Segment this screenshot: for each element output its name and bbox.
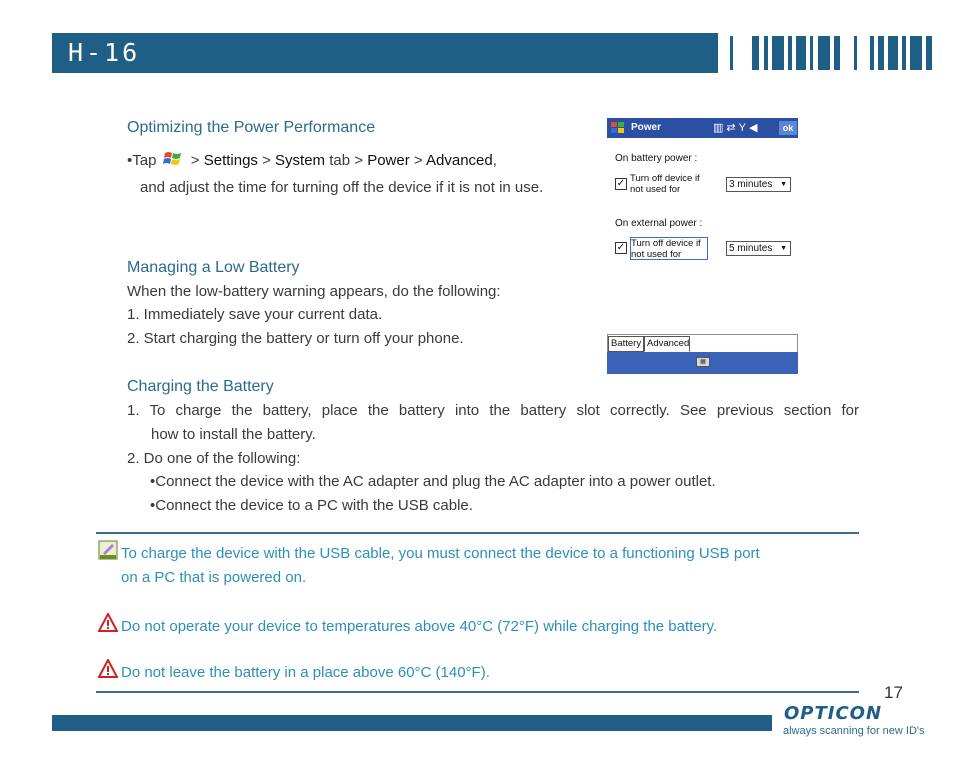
- model-title: H-16: [68, 38, 141, 67]
- header-bar: [52, 33, 718, 73]
- path-separator: >: [354, 152, 364, 169]
- path-power: Power: [367, 152, 410, 169]
- external-checkbox-label: [630, 237, 708, 260]
- charging-bullet2: •Connect the device to a PC with the USB cable.: [150, 497, 473, 514]
- section-heading-power-performance: Optimizing the Power Performance: [127, 119, 376, 136]
- battery-icon: ▥: [713, 122, 727, 134]
- status-icons: [713, 120, 760, 136]
- tap-prefix: •Tap: [127, 152, 157, 169]
- keyboard-icon[interactable]: ▦: [696, 357, 710, 367]
- battery-power-label: On battery power :: [615, 153, 698, 164]
- charging-step1-line1: 1. To charge the battery, place the battery into the battery slot correctly. See previous section for: [127, 402, 859, 419]
- warning-icon: [98, 659, 118, 679]
- power-instruction-line2: and adjust the time for turning off the device if it is not in use.: [140, 179, 544, 196]
- note-top-rule: [96, 532, 859, 534]
- warning-temperature-charging: Do not operate your device to temperatures above 40°C (72°F) while charging the battery.: [121, 618, 718, 635]
- battery-timeout-value: 3 minutes: [729, 179, 773, 190]
- tab-advanced[interactable]: Advanced: [644, 336, 690, 352]
- path-advanced: Advanced: [426, 152, 493, 169]
- path-settings: Settings: [203, 152, 258, 169]
- chevron-down-icon: ▼: [780, 245, 787, 252]
- charging-step2: 2. Do one of the following:: [127, 450, 301, 467]
- usb-note-line1: To charge the device with the USB cable, you must connect the device to a functioning USB port: [121, 545, 760, 562]
- tap-instruction: [127, 150, 497, 171]
- chevron-down-icon: ▼: [780, 181, 787, 188]
- windows-start-icon: [163, 150, 183, 168]
- battery-checkbox[interactable]: ✓: [616, 178, 626, 189]
- low-battery-step2: 2. Start charging the battery or turn off your phone.: [127, 330, 464, 347]
- battery-checkbox-label: [630, 173, 708, 196]
- speaker-icon: ◀: [748, 122, 761, 134]
- path-tab-word: tab: [329, 152, 351, 169]
- section-heading-low-battery: Managing a Low Battery: [127, 259, 300, 276]
- brand-logo: OPTICON: [784, 703, 883, 724]
- path-separator: >: [413, 152, 423, 169]
- footer-bar: [52, 715, 772, 731]
- charging-step1-line2: how to install the battery.: [151, 426, 316, 443]
- external-power-label: On external power :: [615, 218, 703, 229]
- path-separator: >: [190, 152, 200, 169]
- external-timeout-value: 5 minutes: [729, 243, 773, 254]
- external-check-line2: not used for: [631, 249, 682, 260]
- note-icon: [98, 540, 118, 560]
- external-check-line1: Turn off device if: [631, 238, 701, 249]
- low-battery-step1: 1. Immediately save your current data.: [127, 306, 383, 323]
- page-number: 17: [884, 683, 903, 702]
- note-bottom-rule: [96, 691, 859, 693]
- path-comma: ,: [492, 152, 497, 169]
- barcode-logo: [730, 36, 932, 70]
- power-screen-title: Power: [631, 122, 662, 133]
- external-checkbox[interactable]: ✓: [616, 242, 626, 253]
- windows-start-icon: [610, 120, 626, 136]
- warning-battery-storage: Do not leave the battery in a place above 60°C (140°F).: [121, 664, 490, 681]
- battery-check-line2: not used for: [630, 184, 681, 195]
- path-separator: >: [262, 152, 271, 169]
- ok-button[interactable]: ok: [779, 121, 797, 135]
- charging-bullet1: •Connect the device with the AC adapter and plug the AC adapter into a power outlet.: [150, 473, 716, 490]
- low-battery-intro: When the low-battery warning appears, do the following:: [127, 283, 501, 300]
- external-timeout-select[interactable]: [726, 241, 791, 256]
- tab-battery[interactable]: Battery: [608, 336, 644, 352]
- signal-icon: Y: [738, 122, 749, 134]
- battery-timeout-select[interactable]: [726, 177, 791, 192]
- warning-icon: [98, 613, 118, 633]
- battery-check-line1: Turn off device if: [630, 173, 700, 184]
- usb-note-line2: on a PC that is powered on.: [121, 569, 307, 586]
- section-heading-charging: Charging the Battery: [127, 378, 274, 395]
- sync-icon: ⇄: [726, 122, 739, 134]
- brand-tagline: always scanning for new ID's: [783, 725, 925, 737]
- path-system: System: [275, 152, 326, 169]
